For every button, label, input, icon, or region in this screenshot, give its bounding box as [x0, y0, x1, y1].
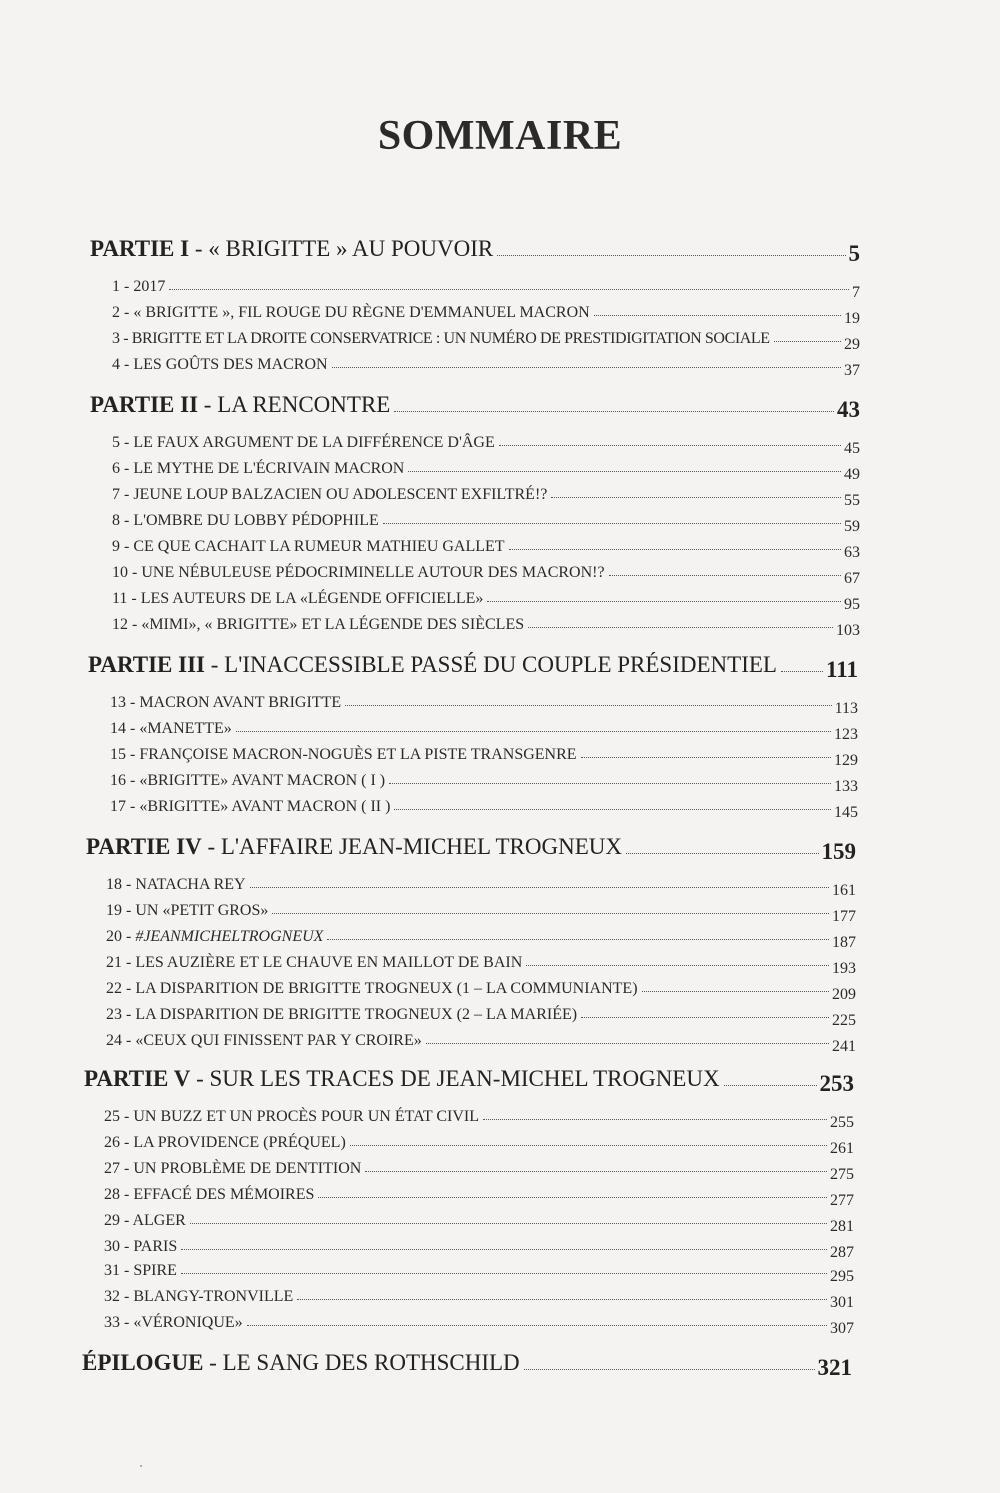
- chapter-title: 4 - LES GOÛTS DES MACRON: [112, 356, 328, 373]
- dot-leader: [499, 445, 841, 446]
- chapter-title: 29 - ALGER: [104, 1212, 186, 1229]
- page-number: 29: [844, 336, 860, 353]
- page-number: 177: [832, 908, 856, 925]
- chapter-title: 9 - CE QUE CACHAIT LA RUMEUR MATHIEU GALLET: [112, 538, 505, 555]
- dot-leader: [236, 731, 831, 732]
- dot-leader: [181, 1273, 827, 1274]
- chapter-title: 5 - LE FAUX ARGUMENT DE LA DIFFÉRENCE D'ÂGE: [112, 434, 495, 451]
- dot-leader: [250, 887, 829, 888]
- dot-leader: [394, 411, 834, 412]
- page-number: 43: [837, 397, 860, 422]
- dot-leader: [642, 991, 829, 992]
- dot-leader: [781, 671, 823, 672]
- dot-leader: [345, 705, 831, 706]
- page-number: 275: [830, 1166, 854, 1183]
- chapter-title: 21 - LES AUZIÈRE ET LE CHAUVE EN MAILLOT DE BAIN: [106, 954, 523, 971]
- dot-leader: [483, 1119, 827, 1120]
- page-number: 253: [819, 1071, 854, 1096]
- toc-chapter-19[interactable]: [106, 902, 856, 925]
- dot-leader: [426, 1043, 829, 1044]
- toc-chapter-13[interactable]: [110, 694, 858, 717]
- dot-leader: [581, 757, 831, 758]
- dot-leader: [528, 627, 833, 628]
- page-number: 5: [848, 241, 860, 266]
- page-number: 19: [844, 310, 860, 327]
- toc-chapter-1[interactable]: [112, 278, 860, 301]
- dot-leader: [609, 575, 841, 576]
- page-title: SOMMAIRE: [377, 113, 623, 159]
- toc-chapter-11[interactable]: [112, 590, 860, 613]
- page-number: 187: [832, 934, 856, 951]
- chapter-title: 14 - «MANETTE»: [110, 720, 232, 737]
- page-number: 281: [830, 1218, 854, 1235]
- page-number: 63: [844, 544, 860, 561]
- page-number: 95: [844, 596, 860, 613]
- toc-part-5[interactable]: [84, 1066, 854, 1096]
- chapter-title: 2 - « BRIGITTE », FIL ROUGE DU RÈGNE D'EMMANUEL MACRON: [112, 304, 590, 321]
- part-number: PARTIE II: [90, 392, 199, 417]
- page-number: 255: [830, 1114, 854, 1131]
- part-number: PARTIE V: [84, 1066, 191, 1091]
- dot-leader: [581, 1017, 829, 1018]
- dot-leader: [724, 1085, 817, 1086]
- epilogue-label: ÉPILOGUE: [82, 1350, 204, 1375]
- toc-chapter-9[interactable]: [112, 538, 860, 561]
- dot-leader: [389, 783, 831, 784]
- part-number: PARTIE III: [88, 652, 205, 677]
- toc-part-4[interactable]: [86, 834, 856, 864]
- dot-leader: [332, 367, 841, 368]
- dot-leader: [169, 289, 849, 290]
- chapter-number: 20 -: [106, 928, 136, 945]
- part-number: PARTIE IV: [86, 834, 202, 859]
- toc-chapter-12[interactable]: [112, 616, 860, 639]
- toc-chapter-27[interactable]: [104, 1160, 854, 1183]
- page-number: 59: [844, 518, 860, 535]
- dot-leader: [247, 1325, 827, 1326]
- chapter-title: 25 - UN BUZZ ET UN PROCÈS POUR UN ÉTAT CIVIL: [104, 1108, 480, 1125]
- dot-leader: [365, 1171, 827, 1172]
- toc-part-3[interactable]: [88, 652, 858, 682]
- paper-speck: [140, 1465, 142, 1467]
- chapter-title: 17 - «BRIGITTE» AVANT MACRON ( II ): [110, 798, 391, 815]
- toc-chapter-20[interactable]: [106, 928, 856, 951]
- toc-epilogue[interactable]: [82, 1350, 852, 1380]
- chapter-title: 15 - FRANÇOISE MACRON-NOGUÈS ET LA PISTE TRANSGENRE: [110, 746, 577, 763]
- toc-chapter-3[interactable]: [112, 330, 860, 353]
- part-title: - SUR LES TRACES DE JEAN-MICHEL TROGNEUX: [190, 1066, 720, 1091]
- chapter-title: 16 - «BRIGITTE» AVANT MACRON ( I ): [110, 772, 386, 789]
- dot-leader: [487, 601, 841, 602]
- chapter-title: 1 - 2017: [112, 278, 166, 295]
- dot-leader: [297, 1299, 827, 1300]
- page-number: 37: [844, 362, 860, 379]
- toc-chapter-17[interactable]: [110, 798, 858, 821]
- page-number: 241: [832, 1038, 856, 1055]
- toc-chapter-5[interactable]: [112, 434, 860, 457]
- toc-chapter-33[interactable]: [104, 1314, 854, 1337]
- chapter-title: 30 - PARIS: [104, 1238, 178, 1255]
- page-number: 301: [830, 1294, 854, 1311]
- part-number: PARTIE I: [90, 236, 190, 261]
- part-title: - L'INACCESSIBLE PASSÉ DU COUPLE PRÉSIDENTIEL: [205, 652, 777, 677]
- dot-leader: [181, 1249, 827, 1250]
- toc-chapter-32[interactable]: [104, 1288, 854, 1311]
- chapter-title: 18 - NATACHA REY: [106, 876, 246, 893]
- dot-leader: [394, 809, 831, 810]
- dot-leader: [774, 341, 841, 342]
- toc-chapter-29[interactable]: [104, 1212, 854, 1235]
- page-number: 145: [834, 804, 858, 821]
- toc-chapter-6[interactable]: [112, 460, 860, 483]
- dot-leader: [190, 1223, 827, 1224]
- chapter-title: 7 - JEUNE LOUP BALZACIEN OU ADOLESCENT EXFILTRÉ!?: [112, 486, 548, 503]
- page-number: 159: [821, 839, 856, 864]
- page-number: 45: [844, 440, 860, 457]
- toc-chapter-2[interactable]: [112, 304, 860, 327]
- chapter-title: #JEANMICHELTROGNEUX: [135, 928, 324, 945]
- dot-leader: [327, 939, 829, 940]
- page-number: 321: [817, 1355, 852, 1380]
- dot-leader: [594, 315, 841, 316]
- toc-chapter-25[interactable]: [104, 1108, 854, 1131]
- toc-chapter-14[interactable]: [110, 720, 858, 743]
- chapter-title: 27 - UN PROBLÈME DE DENTITION: [104, 1160, 362, 1177]
- page-number: 307: [830, 1320, 854, 1337]
- dot-leader: [497, 255, 845, 256]
- chapter-title: 11 - LES AUTEURS DE LA «LÉGENDE OFFICIELLE»: [112, 590, 484, 607]
- page-number: 225: [832, 1012, 856, 1029]
- chapter-title: 32 - BLANGY-TRONVILLE: [104, 1288, 294, 1305]
- dot-leader: [318, 1197, 827, 1198]
- page-number: 295: [830, 1268, 854, 1285]
- page-number: 133: [834, 778, 858, 795]
- page-number: 209: [832, 986, 856, 1003]
- toc-chapter-24[interactable]: [106, 1032, 856, 1055]
- part-title: - L'AFFAIRE JEAN-MICHEL TROGNEUX: [201, 834, 622, 859]
- toc-chapter-21[interactable]: [106, 954, 856, 977]
- page-number: 123: [834, 726, 858, 743]
- toc-chapter-4[interactable]: [112, 356, 860, 379]
- toc-chapter-16[interactable]: [110, 772, 858, 795]
- chapter-title: 22 - LA DISPARITION DE BRIGITTE TROGNEUX (1 – LA COMMUNIANTE): [106, 980, 638, 997]
- chapter-title: 8 - L'OMBRE DU LOBBY PÉDOPHILE: [112, 512, 379, 529]
- toc-part-2[interactable]: [90, 392, 860, 422]
- chapter-title: 23 - LA DISPARITION DE BRIGITTE TROGNEUX (2 – LA MARIÉE): [106, 1006, 578, 1023]
- chapter-title: 13 - MACRON AVANT BRIGITTE: [110, 694, 342, 711]
- dot-leader: [626, 853, 819, 854]
- toc-chapter-31[interactable]: [104, 1262, 854, 1285]
- toc-chapter-10[interactable]: [112, 564, 860, 587]
- dot-leader: [408, 471, 841, 472]
- toc-chapter-23[interactable]: [106, 1006, 856, 1029]
- chapter-title: 28 - EFFACÉ DES MÉMOIRES: [104, 1186, 315, 1203]
- page-number: 111: [826, 657, 858, 682]
- page-number: 193: [832, 960, 856, 977]
- page-number: 49: [844, 466, 860, 483]
- chapter-title: 26 - LA PROVIDENCE (PRÉQUEL): [104, 1134, 346, 1151]
- part-title: - LA RENCONTRE: [198, 392, 391, 417]
- dot-leader: [383, 523, 841, 524]
- toc-chapter-28[interactable]: [104, 1186, 854, 1209]
- toc-chapter-30[interactable]: [104, 1238, 854, 1261]
- toc-chapter-18[interactable]: [106, 876, 856, 899]
- page-number: 113: [834, 700, 858, 717]
- part-title: - « BRIGITTE » AU POUVOIR: [189, 236, 494, 261]
- chapter-title: 3 - BRIGITTE ET LA DROITE CONSERVATRICE : UN NUMÉRO DE PRESTIDIGITATION SOCIALE: [112, 330, 770, 347]
- page-number: 55: [844, 492, 860, 509]
- toc-chapter-8[interactable]: [112, 512, 860, 535]
- dot-leader: [509, 549, 841, 550]
- chapter-title: 33 - «VÉRONIQUE»: [104, 1314, 243, 1331]
- chapter-title: 31 - SPIRE: [104, 1262, 177, 1279]
- page-number: 103: [836, 622, 860, 639]
- page-number: 67: [844, 570, 860, 587]
- epilogue-title: - LE SANG DES ROTHSCHILD: [203, 1350, 520, 1375]
- dot-leader: [350, 1145, 827, 1146]
- chapter-title: 12 - «MIMI», « BRIGITTE» ET LA LÉGENDE DES SIÈCLES: [112, 616, 525, 633]
- page-number: 7: [852, 284, 860, 301]
- dot-leader: [526, 965, 829, 966]
- chapter-title: 24 - «CEUX QUI FINISSENT PAR Y CROIRE»: [106, 1032, 422, 1049]
- toc-chapter-15[interactable]: [110, 746, 858, 769]
- chapter-title: 10 - UNE NÉBULEUSE PÉDOCRIMINELLE AUTOUR DES MACRON!?: [112, 564, 605, 581]
- page-number: 129: [834, 752, 858, 769]
- toc-chapter-26[interactable]: [104, 1134, 854, 1157]
- page-number: 277: [830, 1192, 854, 1209]
- dot-leader: [524, 1369, 815, 1370]
- toc-part-1[interactable]: [90, 236, 860, 266]
- page-number: 287: [830, 1244, 854, 1261]
- chapter-title: 6 - LE MYTHE DE L'ÉCRIVAIN MACRON: [112, 460, 405, 477]
- toc-chapter-22[interactable]: [106, 980, 856, 1003]
- chapter-title: 19 - UN «PETIT GROS»: [106, 902, 269, 919]
- page-number: 161: [832, 882, 856, 899]
- toc-chapter-7[interactable]: [112, 486, 860, 509]
- dot-leader: [272, 913, 829, 914]
- dot-leader: [551, 497, 841, 498]
- page-number: 261: [830, 1140, 854, 1157]
